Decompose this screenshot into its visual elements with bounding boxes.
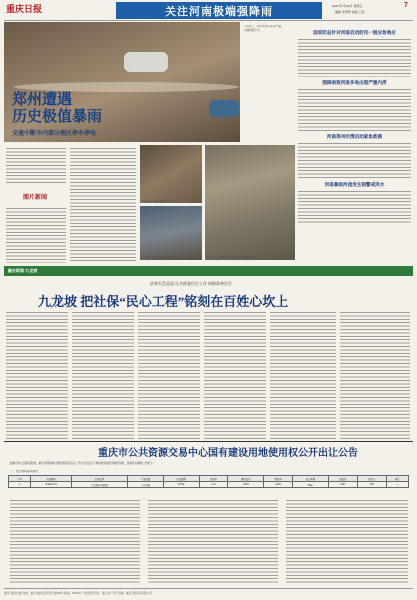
notice-table-body xyxy=(9,482,409,488)
table-cell: ≥1.0 xyxy=(199,482,228,488)
table-cell: 工业用地 xyxy=(128,482,164,488)
article-text-column xyxy=(340,312,410,440)
table-header-cell: 序号 xyxy=(9,476,31,482)
ribbon-label: 融合新闻·九龙坡 xyxy=(8,268,38,273)
car-in-water xyxy=(209,100,239,117)
notice-rule xyxy=(4,441,413,442)
headline-line: 历史极值暴雨 xyxy=(12,109,103,125)
article-text xyxy=(298,39,411,77)
table-cell: — xyxy=(386,482,408,488)
section-ribbon xyxy=(4,266,413,276)
table-cell: 50年 xyxy=(293,482,329,488)
photo-caption: 7月21日，救援人员转移被困群众。 xyxy=(142,256,180,259)
table-cell: JL2021-01 xyxy=(31,482,72,488)
rescue-photo xyxy=(140,145,202,203)
feature-headline: 九龙坡 把社保“民心工程”铭刻在百姓心坎上 xyxy=(38,294,289,309)
right-news-column xyxy=(296,22,413,264)
article-text-column xyxy=(138,312,200,440)
notice-text xyxy=(148,500,278,584)
notice-table-label: 一、出让地块基本情况 xyxy=(10,470,38,473)
photo-caption: 7月20日，郑州市民涉水前行。 xyxy=(142,200,175,203)
lead-subhead: 交通中断市内部分地区停水停电 xyxy=(12,131,97,137)
article-text xyxy=(298,89,411,131)
table-cell: 265 xyxy=(357,482,386,488)
article-text-column xyxy=(204,312,266,440)
right-headline: 河南郑州汛情启动紧急救援 xyxy=(326,134,383,139)
article-text-column xyxy=(6,148,66,184)
notice-text xyxy=(286,500,408,584)
table-header-cell: 绿地率 xyxy=(264,476,293,482)
rescue-photo xyxy=(140,206,202,260)
car-in-water xyxy=(124,52,168,72)
table-header-cell: 宗地位置 xyxy=(71,476,127,482)
article-text xyxy=(298,191,411,225)
page-number: 7 xyxy=(404,2,408,9)
table-header-cell: 出让年限 xyxy=(293,476,329,482)
article-text xyxy=(298,143,411,179)
section-banner: 关注河南极端强降雨 xyxy=(116,2,322,19)
logo-text: 图片新闻 xyxy=(22,194,47,201)
table-header-cell: 宗地编号 xyxy=(31,476,72,482)
editor-line: 编辑 李舒舒 美编 王某 xyxy=(335,10,365,14)
footer: 重庆日报社出版 地址：重庆市渝北区同茂大道416号 邮编：401120 广告经营许可证：渝工商广字号 印刷：重庆日报印务有限公司 xyxy=(4,588,413,595)
table-cell: 27511 xyxy=(163,482,199,488)
kicker: 改善生活品质 扎实推进民生工作 保障改善民生 xyxy=(150,281,232,286)
lead-headline xyxy=(12,92,102,126)
notice-table xyxy=(8,475,409,488)
notice-title: 重庆市公共资源交易中心国有建设用地使用权公开出让公告 xyxy=(98,448,358,459)
section-logo xyxy=(20,187,50,205)
table-header-cell: 建筑密度 xyxy=(228,476,264,482)
table-cell: 1 xyxy=(9,482,31,488)
article-text-column xyxy=(6,208,66,263)
table-header-cell: 起始价 xyxy=(328,476,357,482)
water-wave xyxy=(14,82,239,92)
table-cell: 1327 xyxy=(328,482,357,488)
photo-caption: 7月21日，消防救援人员在郑州市转移被困群众。 xyxy=(207,256,259,259)
article-text-column xyxy=(70,148,136,263)
photo-caption: 7月20日，郑州市街头积水严重，车辆被困水中。 xyxy=(244,25,284,32)
table-cell: ≥40% xyxy=(228,482,264,488)
masthead-logo: 重庆日报 xyxy=(6,4,43,14)
table-cell: 九龙坡区西彭镇 xyxy=(71,482,127,488)
rescue-photo xyxy=(205,145,295,260)
right-headline: 国家防总针对河南启动防汛一级应急响应 xyxy=(313,30,396,35)
table-cell: ≤20% xyxy=(264,482,293,488)
header-rule xyxy=(4,20,413,21)
article-text-column xyxy=(6,312,68,440)
notice-text xyxy=(10,500,140,584)
headline-line: 郑州遭遇 xyxy=(12,92,73,108)
notice-intro: 经重庆市人民政府批准，重庆市规划和自然资源局决定以公开方式出让以下地块国有建设用地使用权，现将有关事项公告如下： xyxy=(10,462,156,465)
table-header-cell: 备注 xyxy=(386,476,408,482)
table-header-cell: 保证金 xyxy=(357,476,386,482)
table-header-cell: 土地用途 xyxy=(128,476,164,482)
table-row xyxy=(9,482,409,488)
table-header-cell: 出让面积 xyxy=(163,476,199,482)
right-headline: 强降雨致河南多地出现严重内涝 xyxy=(322,80,387,85)
article-text-column xyxy=(270,312,336,440)
table-header-cell: 容积率 xyxy=(199,476,228,482)
right-headline: 河南暴雨河流发生超警戒洪水 xyxy=(324,182,385,187)
dateline: 2021年7月23日 星期五 xyxy=(332,4,363,8)
article-text-column xyxy=(72,312,134,440)
